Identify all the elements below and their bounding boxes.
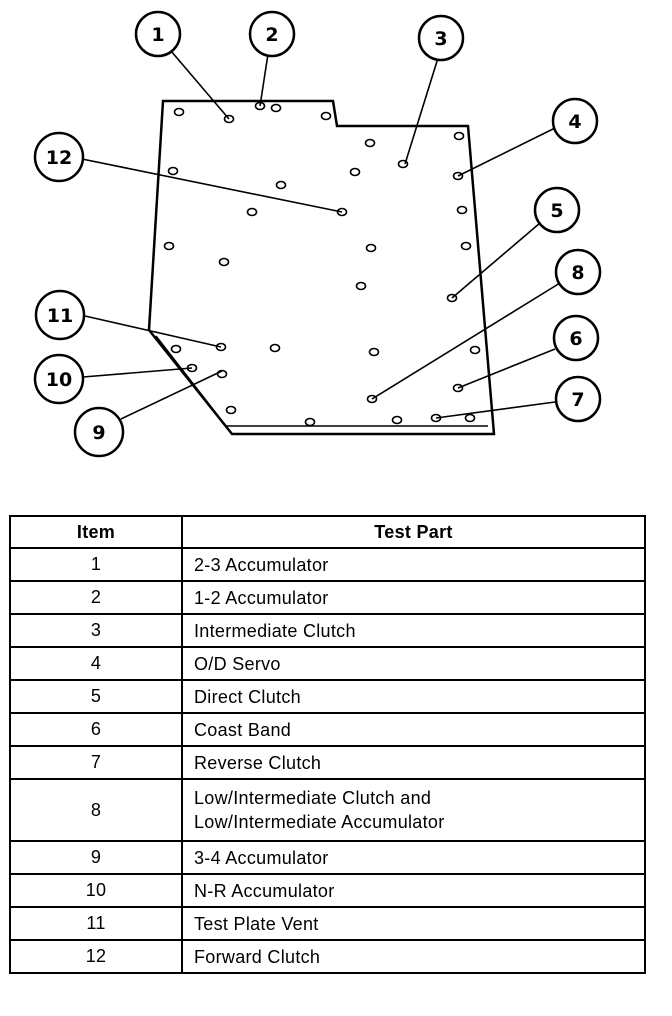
leader-line-2 xyxy=(260,54,268,106)
test-part-name: Coast Band xyxy=(182,713,645,746)
leader-line-4 xyxy=(458,128,555,176)
plate-hole xyxy=(466,415,475,422)
plate-hole xyxy=(277,182,286,189)
leader-line-6 xyxy=(458,349,555,388)
table-row xyxy=(10,680,645,713)
plate-hole xyxy=(306,419,315,426)
test-part-name: Intermediate Clutch xyxy=(182,614,645,647)
column-header-test-part: Test Part xyxy=(182,516,645,548)
table-header-row xyxy=(10,516,645,548)
callout-11 xyxy=(36,291,84,339)
leader-line-11 xyxy=(85,316,221,347)
plate-hole xyxy=(165,243,174,250)
plate-hole xyxy=(272,105,281,112)
callout-label-5: 5 xyxy=(550,200,564,222)
plate-hole xyxy=(175,109,184,116)
item-number: 7 xyxy=(10,746,182,779)
callout-1 xyxy=(136,12,180,56)
leader-line-10 xyxy=(83,368,192,377)
table-row xyxy=(10,940,645,973)
test-part-name: O/D Servo xyxy=(182,647,645,680)
table-row xyxy=(10,581,645,614)
callout-label-4: 4 xyxy=(568,111,582,133)
callout-3 xyxy=(419,16,463,60)
item-number: 1 xyxy=(10,548,182,581)
table-row xyxy=(10,614,645,647)
table-row xyxy=(10,713,645,746)
plate-hole xyxy=(462,243,471,250)
test-part-name xyxy=(182,779,645,841)
callout-8 xyxy=(556,250,600,294)
callout-5 xyxy=(535,188,579,232)
test-part-name: Reverse Clutch xyxy=(182,746,645,779)
test-part-name: 2-3 Accumulator xyxy=(182,548,645,581)
item-number: 4 xyxy=(10,647,182,680)
callout-label-12: 12 xyxy=(45,147,73,169)
plate-hole xyxy=(220,259,229,266)
callout-7 xyxy=(556,377,600,421)
test-part-name: 3-4 Accumulator xyxy=(182,841,645,874)
callout-label-3: 3 xyxy=(434,28,448,50)
callout-2 xyxy=(250,12,294,56)
test-plate-inner-edge xyxy=(156,336,488,426)
item-number: 5 xyxy=(10,680,182,713)
plate-hole xyxy=(455,133,464,140)
item-number: 2 xyxy=(10,581,182,614)
callout-label-1: 1 xyxy=(151,24,165,46)
test-plate-outline xyxy=(149,101,494,434)
table-row xyxy=(10,548,645,581)
plate-hole xyxy=(172,346,181,353)
table-row xyxy=(10,841,645,874)
test-plate-diagram xyxy=(0,0,672,470)
callout-9 xyxy=(75,408,123,456)
plate-hole xyxy=(366,140,375,147)
callout-12 xyxy=(35,133,83,181)
plate-hole xyxy=(471,347,480,354)
test-part-name-line-1: Low/Intermediate Clutch and xyxy=(194,788,432,808)
leader-line-3 xyxy=(405,58,438,164)
plate-hole xyxy=(169,168,178,175)
leader-line-9 xyxy=(121,371,222,419)
table-row xyxy=(10,874,645,907)
callout-label-9: 9 xyxy=(92,422,106,444)
plate-hole xyxy=(271,345,280,352)
callout-label-8: 8 xyxy=(571,262,585,284)
plate-hole xyxy=(322,113,331,120)
test-part-name: Direct Clutch xyxy=(182,680,645,713)
callout-label-7: 7 xyxy=(571,389,585,411)
plate-hole xyxy=(458,207,467,214)
item-number: 3 xyxy=(10,614,182,647)
item-number: 12 xyxy=(10,940,182,973)
plate-hole xyxy=(227,407,236,414)
callout-label-2: 2 xyxy=(265,24,279,46)
callout-label-6: 6 xyxy=(569,328,583,350)
plate-hole xyxy=(248,209,257,216)
item-number: 8 xyxy=(10,779,182,841)
leader-line-8 xyxy=(372,283,560,399)
plate-hole xyxy=(367,245,376,252)
table-row xyxy=(10,907,645,940)
plate-hole xyxy=(393,417,402,424)
test-part-name-line-2: Low/Intermediate Accumulator xyxy=(194,812,445,832)
test-part-name: 1-2 Accumulator xyxy=(182,581,645,614)
callout-4 xyxy=(553,99,597,143)
column-header-item: Item xyxy=(10,516,182,548)
callout-6 xyxy=(554,316,598,360)
test-part-name: Forward Clutch xyxy=(182,940,645,973)
callout-label-10: 10 xyxy=(45,369,73,391)
plate-hole xyxy=(357,283,366,290)
callout-label-11: 11 xyxy=(46,305,74,327)
item-number: 10 xyxy=(10,874,182,907)
leader-line-5 xyxy=(452,223,540,298)
plate-hole xyxy=(370,349,379,356)
leader-line-12 xyxy=(82,159,342,212)
table-row xyxy=(10,779,645,841)
item-number: 9 xyxy=(10,841,182,874)
leader-line-7 xyxy=(436,402,555,418)
item-number: 11 xyxy=(10,907,182,940)
item-number: 6 xyxy=(10,713,182,746)
test-parts-table xyxy=(9,515,646,974)
callout-10 xyxy=(35,355,83,403)
table-row xyxy=(10,746,645,779)
plate-holes xyxy=(165,103,480,426)
test-part-name: Test Plate Vent xyxy=(182,907,645,940)
callouts xyxy=(35,12,600,456)
test-part-name: N-R Accumulator xyxy=(182,874,645,907)
table-row xyxy=(10,647,645,680)
plate-hole xyxy=(351,169,360,176)
